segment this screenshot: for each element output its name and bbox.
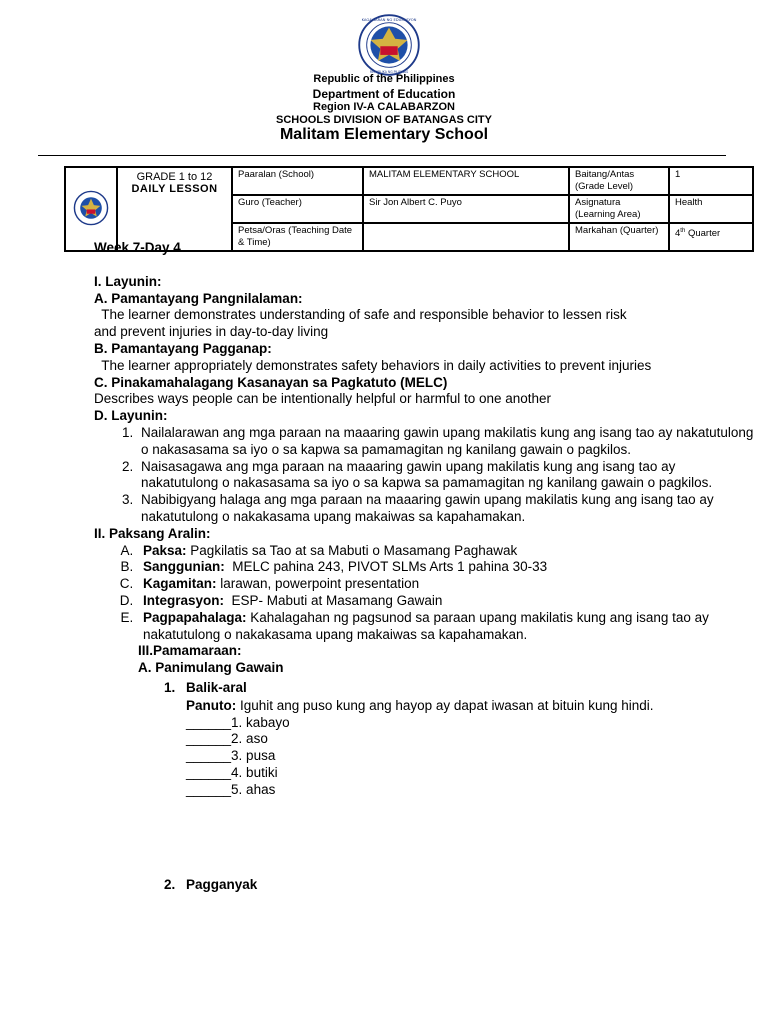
integrasyon-text: ESP- Mabuti at Masamang Gawain	[224, 592, 443, 608]
kagamitan-label: Kagamitan:	[143, 576, 217, 592]
header-region: Region IV-A CALABARZON	[313, 101, 455, 113]
header-republic: Republic of the Philippines	[313, 73, 455, 85]
heading-pamantayang-pangnilalaman: A. Pamantayang Pangnilalaman:	[94, 290, 303, 306]
pagganyak-title: Pagganyak	[186, 876, 258, 892]
pagpapahalaga-text: Kahalagahan ng pagsunod sa paraan upang makilatis kung ang isang tao ay nakatutulong o nakakasama upang makaiwas sa kapahamakan.	[143, 609, 713, 642]
section-layunin: I. Layunin:	[94, 273, 162, 289]
item-number: 2.	[164, 876, 176, 892]
subject-item-sanggunian	[137, 559, 754, 576]
school-value: MALITAM ELEMENTARY SCHOOL	[363, 167, 569, 195]
subject-matter-list	[94, 543, 754, 644]
subject-item-pagpapahalaga	[137, 610, 754, 644]
section-paksang-aralin: II. Paksang Aralin:	[94, 525, 211, 541]
heading-pamantayang-pagganap: B. Pamantayang Pagganap:	[94, 340, 272, 356]
quarter-suffix: th	[680, 228, 686, 234]
animal-item: ______3. pusa	[186, 748, 276, 764]
panuto-line	[94, 698, 754, 715]
dll-title-cell	[117, 167, 232, 251]
grade-range: GRADE 1 to 12	[136, 171, 213, 183]
subject-item-kagamitan	[137, 576, 754, 593]
subject-item-integrasyon	[137, 593, 754, 610]
school-label: Paaralan (School)	[232, 167, 363, 195]
animal-item: ______5. ahas	[186, 781, 276, 797]
week-day-heading: Week 7-Day 4	[94, 240, 181, 255]
animal-item: ______1. kabayo	[186, 714, 290, 730]
objective-item: 2. Naisasagawa ang mga paraan na maaaring gawin upang makilatis kung ang isang tao ay nakatutulong o nakasasama sa iyo o sa kapwa sa pamamagitan ng kanilang gawain o pagkilos.	[137, 459, 754, 493]
daily-lesson-title: DAILY LESSON	[131, 183, 218, 195]
learning-area-label: Asignatura (Learning Area)	[569, 195, 669, 223]
panuto-label: Panuto:	[186, 697, 237, 713]
melc-text: Describes ways people can be intentionally helpful or harmful to one another	[94, 391, 552, 407]
balik-aral-title: Balik-aral	[186, 679, 247, 695]
item-balik-aral	[94, 680, 754, 697]
deped-seal-logo	[358, 14, 420, 76]
objective-item: 3. Nabibigyang halaga ang mga paraan na maaaring gawin upang makilatis kung ang isang tao ay nakatutulong o nakakasama upang makaiwas sa kapahamakan.	[137, 492, 754, 526]
header-divider	[38, 155, 726, 156]
performance-standard: The learner appropriately demonstrates safety behaviors in daily activities to prevent injuries	[94, 357, 652, 373]
quarter-label: Markahan (Quarter)	[569, 223, 669, 251]
teacher-label: Guro (Teacher)	[232, 195, 363, 223]
sanggunian-label: Sanggunian:	[143, 559, 225, 575]
heading-layunin: D. Layunin:	[94, 408, 168, 424]
objectives-list	[94, 425, 754, 526]
animal-item: ______4. butiki	[186, 764, 278, 780]
svg-text:REPUBLIKA NG PILIPINAS: REPUBLIKA NG PILIPINAS	[369, 69, 409, 74]
grade-level-value: 1	[669, 167, 753, 195]
dll-logo-cell	[65, 167, 117, 251]
pagpapahalaga-label: Pagpapahalaga:	[143, 609, 247, 625]
item-pagganyak	[94, 877, 754, 894]
teacher-value: Sir Jon Albert C. Puyo	[363, 195, 569, 223]
lesson-body	[94, 240, 754, 893]
deped-seal-small-logo	[73, 190, 109, 226]
integrasyon-label: Integrasyon:	[143, 592, 225, 608]
objective-item: 1. Nailalarawan ang mga paraan na maaaring gawin upang makilatis kung ang isang tao ay nakatutulong o nakasasama sa iyo o sa kapwa sa pamamagitan ng kanilang gawain o pagkilos.	[137, 425, 754, 459]
teaching-date-label: Petsa/Oras (Teaching Date & Time)	[232, 223, 363, 251]
school-name: Malitam Elementary School	[279, 126, 489, 143]
animal-item: ______2. aso	[186, 731, 268, 747]
subject-item-paksa	[137, 543, 754, 560]
header-department: Department of Education	[312, 87, 456, 101]
content-standard-line1: The learner demonstrates understanding of safe and responsible behavior to lessen risk	[94, 307, 627, 323]
sanggunian-text: MELC pahina 243, PIVOT SLMs Arts 1 pahina 30-33	[224, 559, 548, 575]
item-number: 1.	[164, 679, 176, 695]
paksa-text: Pagkilatis sa Tao at sa Mabuti o Masamang Paghawak	[186, 542, 518, 558]
header-division: SCHOOLS DIVISION OF BATANGAS CITY	[276, 114, 492, 126]
quarter-number: 4	[675, 228, 681, 240]
section-pamamaraan: III.Pamamaraan:	[138, 643, 242, 659]
learning-area-value: Health	[669, 195, 753, 223]
panuto-text: Iguhit ang puso kung ang hayop ay dapat iwasan at bituin kung hindi.	[236, 697, 654, 713]
quarter-word: Quarter	[685, 228, 721, 240]
heading-melc: C. Pinakamahalagang Kasanayan sa Pagkatuto (MELC)	[94, 374, 448, 390]
heading-panimulang-gawain: A. Panimulang Gawain	[138, 660, 284, 676]
grade-level-label: Baitang/Antas (Grade Level)	[569, 167, 669, 195]
kagamitan-text: larawan, powerpoint presentation	[216, 576, 420, 592]
content-standard-line2: and prevent injuries in day-to-day living	[94, 324, 329, 340]
paksa-label: Paksa:	[143, 542, 187, 558]
svg-text:KAGAWARAN NG EDUKASYON: KAGAWARAN NG EDUKASYON	[361, 17, 417, 22]
